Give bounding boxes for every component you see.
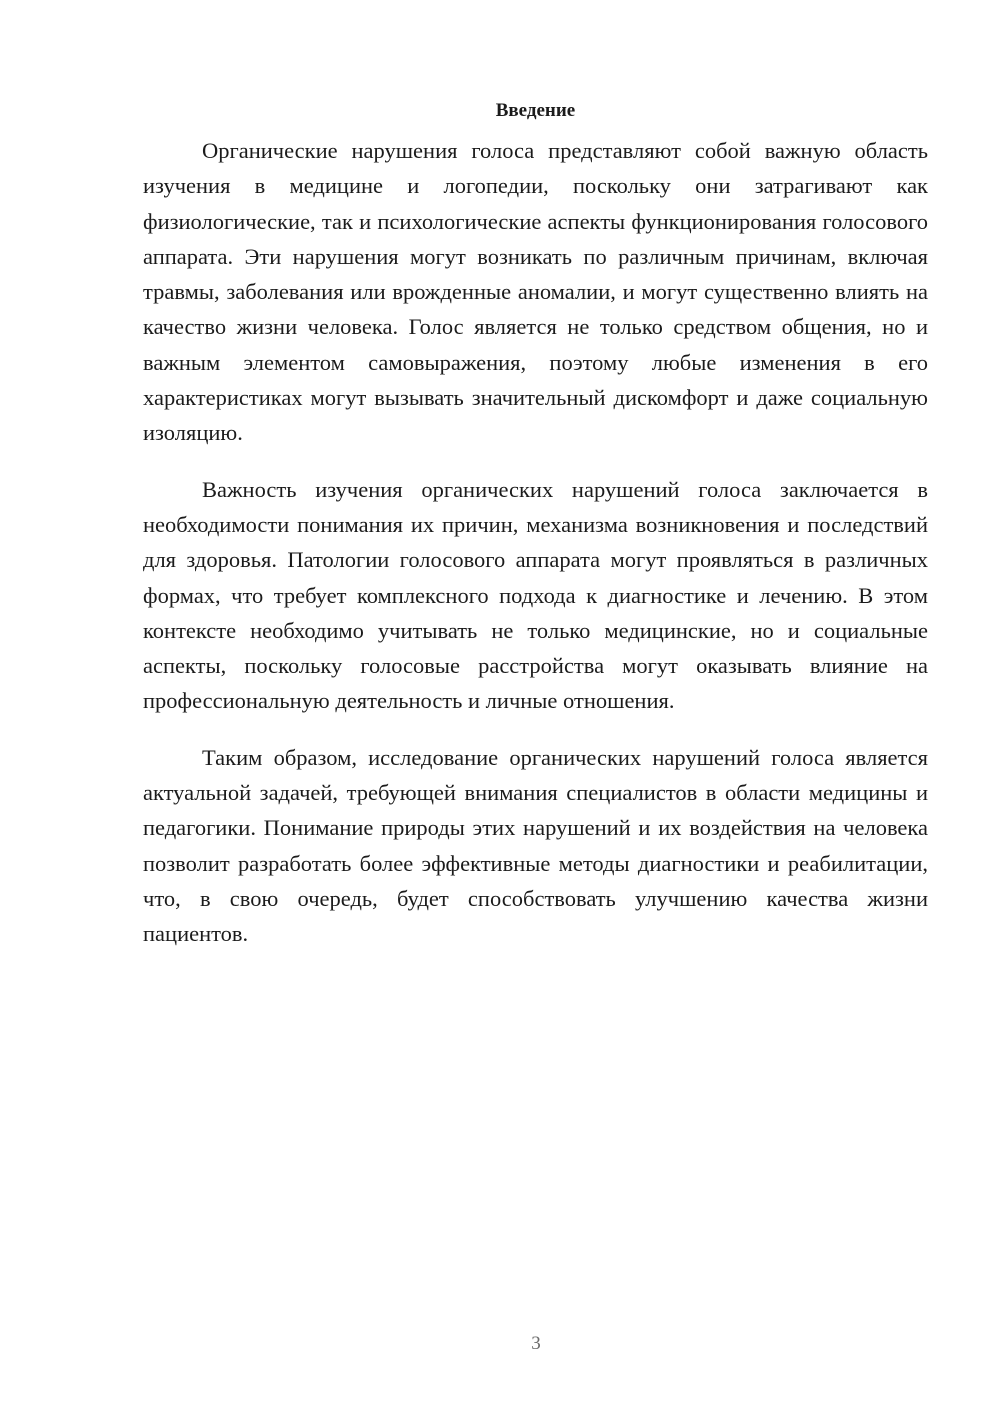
paragraph-2: Важность изучения органических нарушений голоса заключается в необходимости понимания их причин, механизма возникновения и последствий для здоровья. Патологии голосового аппарата могут проявляться в различных формах, что требует комплексного подхода к диагностике и лечению. В этом контексте необходимо учитывать не только медицинские, но и социальные аспекты, поскольку голосовые расстройства могут оказывать влияние на профессиональную деятельность и личные отношения. [143, 476, 928, 714]
section-heading: Введение [495, 100, 576, 121]
page-number: 3 [531, 1333, 541, 1354]
paragraph-1: Органические нарушения голоса представляют собой важную область изучения в медицине и логопедии, поскольку они затрагивают как физиологические, так и психологические аспекты функционирования голосового аппарата. Эти нарушения могут возникать по различным причинам, включая травмы, заболевания или врожденные аномалии, и могут существенно влиять на качество жизни человека. Голос является не только средством общения, но и важным элементом самовыражения, поэтому любые изменения в его характеристиках могут вызывать значительный дискомфорт и даже социальную изоляцию. [143, 138, 928, 446]
document-body [143, 97, 928, 973]
paragraph-3: Таким образом, исследование органических нарушений голоса является актуальной задачей, требующей внимания специалистов в области медицины и педагогики. Понимание природы этих нарушений и их воздействия на человека позволит разработать более эффективные методы диагностики и реабилитации, что, в свою очередь, будет способствовать улучшению качества жизни пациентов. [143, 744, 928, 947]
